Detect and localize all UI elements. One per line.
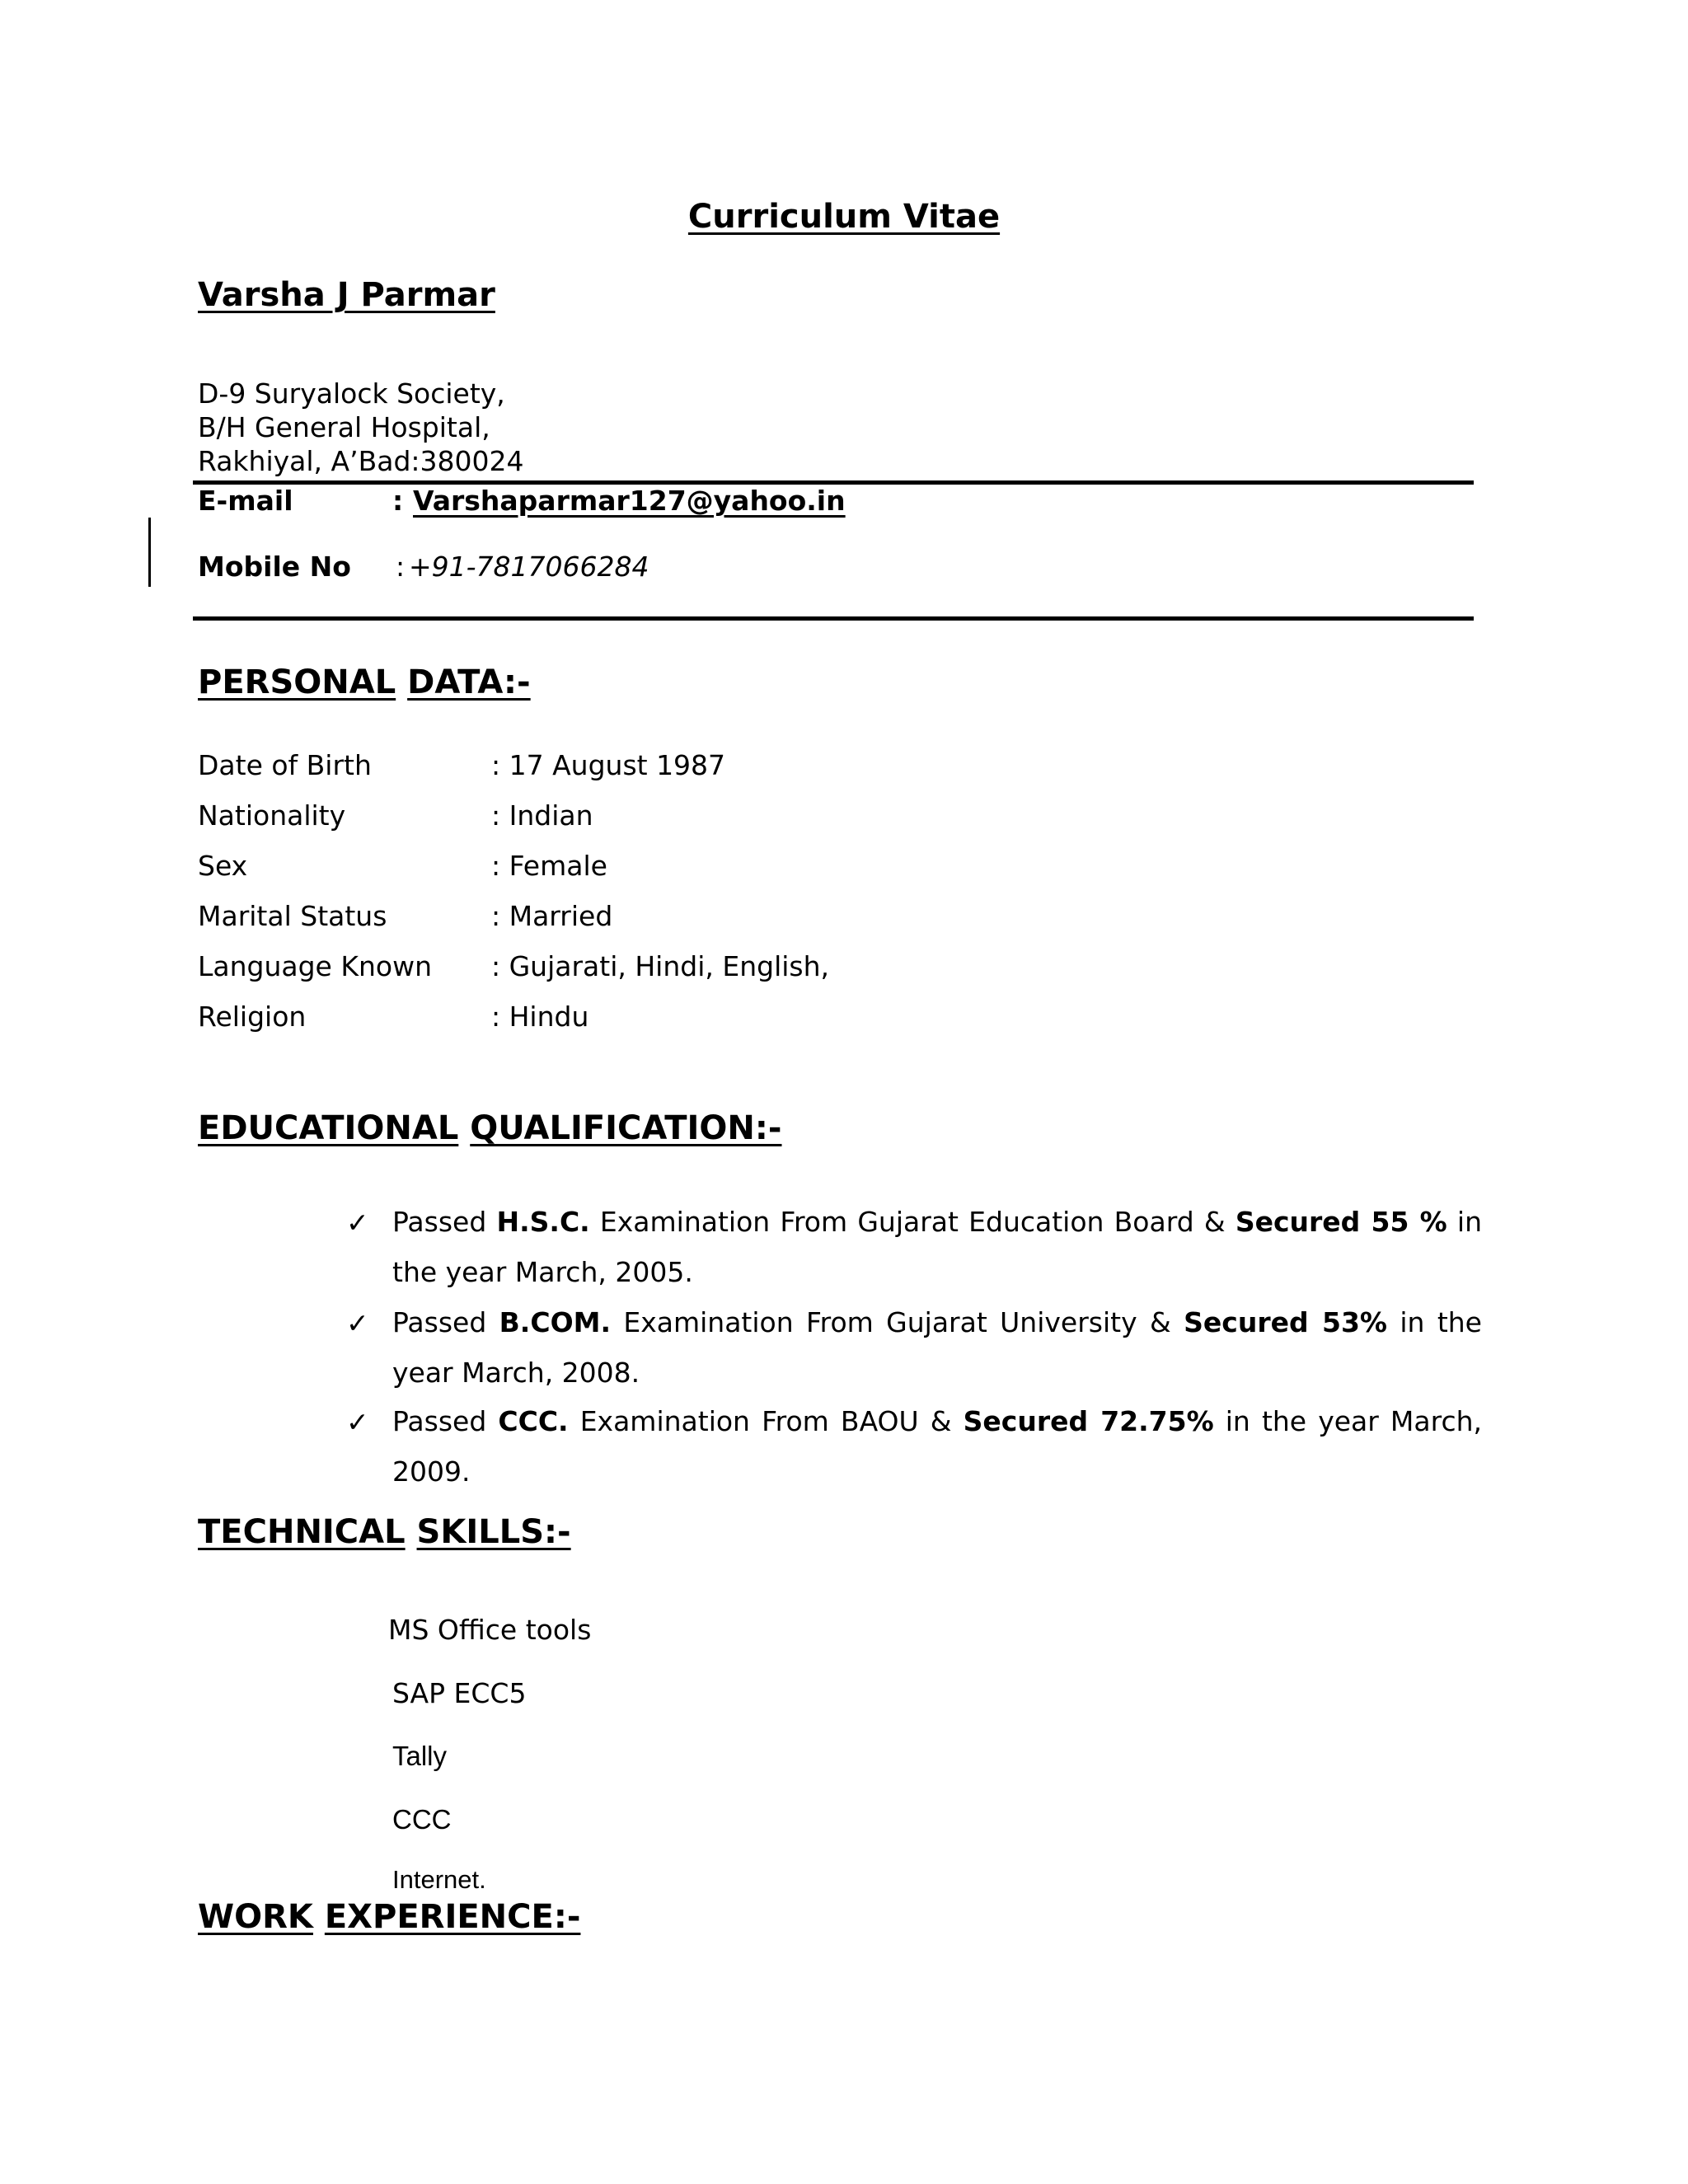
- sex-value: : Female: [491, 850, 607, 882]
- address-line-3: Rakhiyal, A’Bad:380024: [198, 445, 524, 477]
- nationality-label: Nationality: [198, 799, 346, 832]
- marital-status-value: : Married: [491, 900, 613, 932]
- nationality-value: : Indian: [491, 799, 593, 832]
- email-separator: :: [392, 485, 404, 517]
- marital-status-label: Marital Status: [198, 900, 387, 932]
- skill-item: CCC: [392, 1804, 452, 1835]
- mobile-separator: :: [396, 551, 406, 583]
- address-line-2: B/H General Hospital,: [198, 411, 490, 443]
- religion-label: Religion: [198, 1001, 307, 1033]
- work-experience-heading: WORK EXPERIENCE:-: [198, 1898, 581, 1936]
- sex-label: Sex: [198, 850, 248, 882]
- margin-bar: [148, 518, 151, 587]
- skill-item: MS Office tools: [388, 1614, 592, 1646]
- education-text: Passed B.COM. Examination From Gujarat University & Secured 53% in the year March, 2008.: [392, 1306, 1482, 1389]
- skill-item: Internet.: [392, 1865, 486, 1894]
- religion-value: : Hindu: [491, 1001, 589, 1033]
- check-icon: ✓: [346, 1406, 369, 1438]
- dob-label: Date of Birth: [198, 749, 372, 781]
- check-icon: ✓: [346, 1207, 369, 1239]
- email-link[interactable]: Varshaparmar127@yahoo.in: [413, 485, 846, 517]
- email-label: E-mail: [198, 485, 293, 517]
- mobile-value: +91-7817066284: [409, 551, 649, 583]
- document-title: Curriculum Vitae: [687, 198, 1001, 236]
- education-text: Passed CCC. Examination From BAOU & Secured 72.75% in the year March, 2009.: [392, 1405, 1483, 1488]
- check-icon: ✓: [346, 1307, 369, 1339]
- language-label: Language Known: [198, 950, 432, 982]
- technical-skills-heading: TECHNICAL SKILLS:-: [198, 1513, 571, 1551]
- education-text: Passed H.S.C. Examination From Gujarat Education Board & Secured 55 % in the year March, 2005.: [392, 1206, 1482, 1288]
- personal-data-heading: PERSONAL DATA:-: [198, 663, 531, 701]
- divider-bottom: [193, 616, 1474, 621]
- language-value: : Gujarati, Hindi, English,: [491, 950, 830, 982]
- education-heading: EDUCATIONAL QUALIFICATION:-: [198, 1109, 782, 1147]
- address-line-1: D-9 Suryalock Society,: [198, 377, 505, 410]
- skill-item: SAP ECC5: [392, 1677, 527, 1709]
- skill-item: Tally: [392, 1741, 448, 1771]
- dob-value: : 17 August 1987: [491, 749, 726, 781]
- mobile-label: Mobile No: [198, 551, 351, 583]
- candidate-name: Varsha J Parmar: [198, 276, 495, 314]
